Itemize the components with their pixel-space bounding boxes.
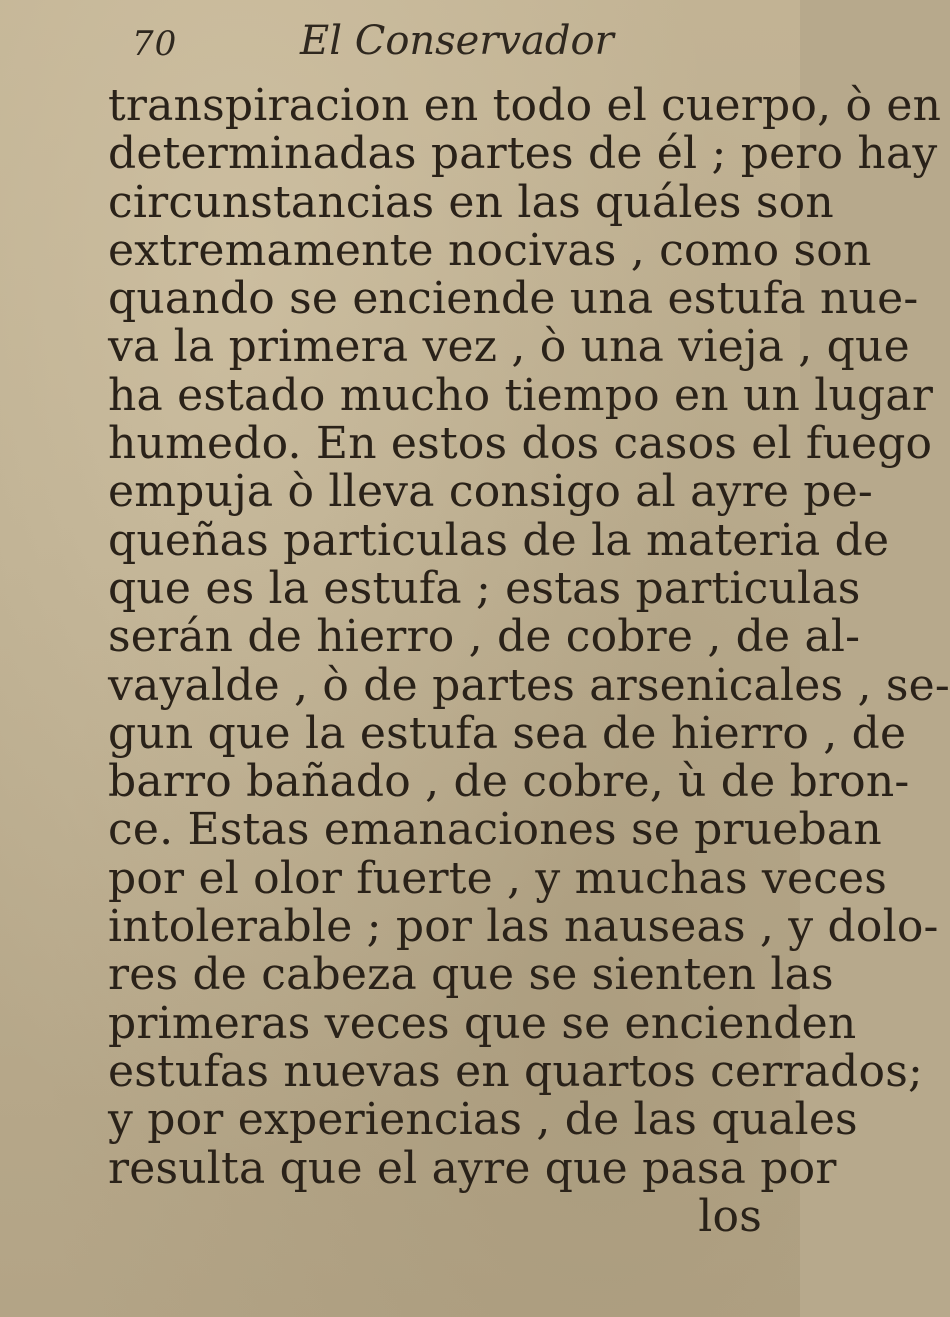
text-line: humedo. En estos dos casos el fuego [108, 418, 933, 470]
page-header [0, 14, 800, 70]
text-line: que es la estufa ; estas particulas [108, 562, 861, 614]
running-title: El Conservador [300, 18, 614, 64]
text-line: vayalde , ò de partes arsenicales , se- [108, 659, 950, 711]
text-line: circunstancias en las quáles son [108, 176, 834, 228]
text-line: va la primera vez , ò una vieja , que [108, 321, 910, 373]
text-line: gun que la estufa sea de hierro , de [108, 707, 907, 759]
text-line: empuja ò lleva consigo al ayre pe- [108, 466, 873, 518]
catchword: los [698, 1190, 762, 1242]
text-line: resulta que el ayre que pasa por [108, 1142, 837, 1194]
text-line: serán de hierro , de cobre , de al- [108, 611, 861, 663]
text-line: intolerable ; por las nauseas , y dolo- [108, 901, 939, 953]
text-line: transpiracion en todo el cuerpo, ò en [108, 80, 942, 131]
text-line: res de cabeza que se sienten las [108, 949, 834, 1001]
text-line: barro bañado , de cobre, ù de bron- [108, 756, 910, 808]
text-line: y por experiencias , de las quales [108, 1094, 858, 1146]
body-text [108, 80, 950, 1242]
text-line: primeras veces que se encienden [108, 997, 857, 1049]
text-line: por el olor fuerte , y muchas veces [108, 852, 888, 904]
text-line: estufas nuevas en quartos cerrados; [108, 1045, 924, 1097]
text-line: determinadas partes de él ; pero hay [108, 128, 938, 180]
text-line: quando se enciende una estufa nue- [108, 273, 919, 325]
text-line: ce. Estas emanaciones se prueban [108, 804, 882, 856]
page-number: 70 [132, 24, 178, 64]
text-line: ha estado mucho tiempo en un lugar [108, 369, 934, 421]
text-line: extremamente nocivas , como son [108, 224, 872, 276]
text-line: queñas particulas de la materia de [108, 514, 890, 566]
